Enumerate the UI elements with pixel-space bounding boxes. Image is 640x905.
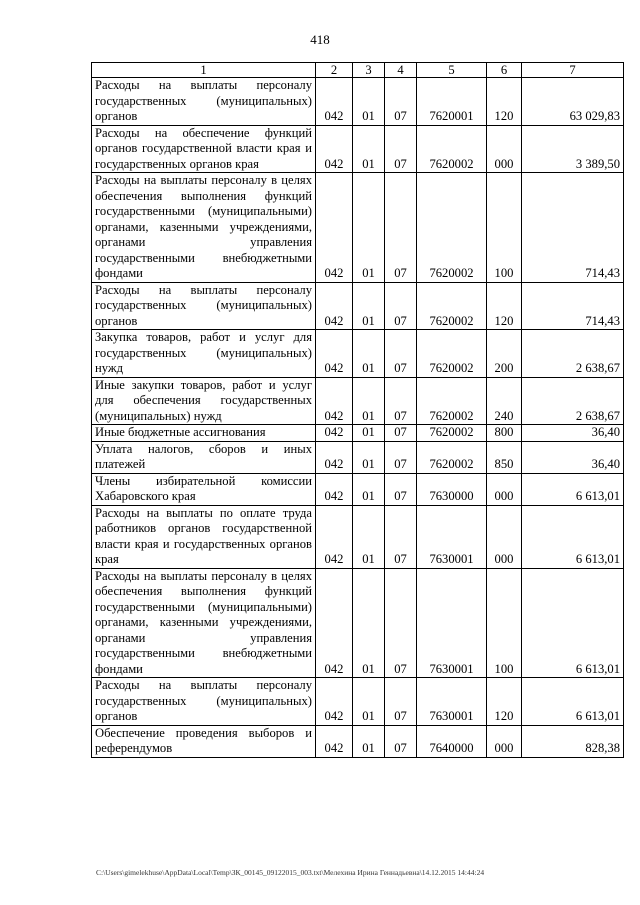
cell-subsection: 07 [385, 282, 417, 330]
cell-target-article: 7630001 [417, 568, 487, 678]
row-name: Закупка товаров, работ и услуг для государственных (муниципальных) нужд [92, 330, 316, 378]
budget-table [91, 62, 624, 758]
cell-target-article: 7620002 [417, 425, 487, 442]
cell-ministry: 042 [316, 125, 353, 173]
cell-amount: 6 613,01 [522, 678, 624, 726]
cell-expense-type: 000 [487, 473, 522, 505]
cell-ministry: 042 [316, 173, 353, 283]
column-header: 5 [417, 63, 487, 78]
cell-ministry: 042 [316, 568, 353, 678]
page-number: 418 [310, 32, 330, 47]
cell-expense-type: 850 [487, 441, 522, 473]
row-name: Расходы на выплаты персоналу в целях обеспечения выполнения функций государственными (муниципальными) органами, казенными учреждениями, органами управления государственными внебюджетными фондами [92, 568, 316, 678]
cell-target-article: 7620002 [417, 330, 487, 378]
cell-ministry: 042 [316, 441, 353, 473]
column-header: 6 [487, 63, 522, 78]
cell-subsection: 07 [385, 330, 417, 378]
cell-amount: 6 613,01 [522, 568, 624, 678]
column-header: 3 [353, 63, 385, 78]
column-number-row [92, 63, 624, 78]
cell-target-article: 7620002 [417, 282, 487, 330]
cell-expense-type: 000 [487, 505, 522, 568]
cell-amount: 6 613,01 [522, 473, 624, 505]
row-name: Уплата налогов, сборов и иных платежей [92, 441, 316, 473]
cell-subsection: 07 [385, 125, 417, 173]
cell-subsection: 07 [385, 473, 417, 505]
cell-ministry: 042 [316, 78, 353, 126]
cell-amount: 36,40 [522, 425, 624, 442]
cell-expense-type: 120 [487, 678, 522, 726]
cell-ministry: 042 [316, 505, 353, 568]
cell-ministry: 042 [316, 725, 353, 757]
row-name: Члены избирательной комиссии Хабаровского края [92, 473, 316, 505]
cell-subsection: 07 [385, 678, 417, 726]
cell-amount: 2 638,67 [522, 330, 624, 378]
cell-ministry: 042 [316, 377, 353, 425]
table-row [92, 425, 624, 442]
table-row [92, 725, 624, 757]
cell-amount: 63 029,83 [522, 78, 624, 126]
cell-target-article: 7620002 [417, 377, 487, 425]
column-header: 4 [385, 63, 417, 78]
cell-section: 01 [353, 568, 385, 678]
cell-ministry: 042 [316, 678, 353, 726]
cell-amount: 714,43 [522, 173, 624, 283]
cell-target-article: 7630001 [417, 505, 487, 568]
cell-target-article: 7630001 [417, 678, 487, 726]
row-name: Иные закупки товаров, работ и услуг для обеспечения государственных (муниципальных) нужд [92, 377, 316, 425]
table-row [92, 505, 624, 568]
cell-expense-type: 100 [487, 568, 522, 678]
cell-expense-type: 240 [487, 377, 522, 425]
table-row [92, 678, 624, 726]
row-name: Расходы на выплаты персоналу государственных (муниципальных) органов [92, 678, 316, 726]
cell-expense-type: 000 [487, 725, 522, 757]
cell-section: 01 [353, 377, 385, 425]
cell-expense-type: 120 [487, 78, 522, 126]
cell-target-article: 7630000 [417, 473, 487, 505]
row-name: Расходы на выплаты по оплате труда работников органов государственной власти края и государственных органов края [92, 505, 316, 568]
cell-section: 01 [353, 505, 385, 568]
cell-section: 01 [353, 125, 385, 173]
table-row [92, 78, 624, 126]
column-header: 1 [92, 63, 316, 78]
cell-amount: 6 613,01 [522, 505, 624, 568]
cell-target-article: 7620001 [417, 78, 487, 126]
row-name: Расходы на выплаты персоналу государственных (муниципальных) органов [92, 78, 316, 126]
table-row [92, 330, 624, 378]
table-row [92, 441, 624, 473]
cell-subsection: 07 [385, 505, 417, 568]
cell-target-article: 7620002 [417, 125, 487, 173]
cell-target-article: 7620002 [417, 173, 487, 283]
cell-expense-type: 200 [487, 330, 522, 378]
cell-section: 01 [353, 78, 385, 126]
cell-subsection: 07 [385, 725, 417, 757]
table-row [92, 568, 624, 678]
table-row [92, 473, 624, 505]
cell-expense-type: 100 [487, 173, 522, 283]
cell-section: 01 [353, 425, 385, 442]
table-row [92, 282, 624, 330]
cell-section: 01 [353, 330, 385, 378]
cell-target-article: 7640000 [417, 725, 487, 757]
cell-section: 01 [353, 173, 385, 283]
cell-section: 01 [353, 441, 385, 473]
column-header: 7 [522, 63, 624, 78]
row-name: Обеспечение проведения выборов и референдумов [92, 725, 316, 757]
cell-amount: 828,38 [522, 725, 624, 757]
cell-ministry: 042 [316, 282, 353, 330]
cell-ministry: 042 [316, 330, 353, 378]
cell-amount: 714,43 [522, 282, 624, 330]
file-path-footer: C:\Users\gimelekhuse\AppData\Local\Temp\ЗК_00145_09122015_003.txt\Мелехина Ирина Геннадьевна\14.12.2015 14:44:24 [96, 868, 485, 877]
cell-ministry: 042 [316, 425, 353, 442]
row-name: Расходы на обеспечение функций органов государственной власти края и государственных органов края [92, 125, 316, 173]
cell-amount: 3 389,50 [522, 125, 624, 173]
cell-amount: 2 638,67 [522, 377, 624, 425]
cell-ministry: 042 [316, 473, 353, 505]
row-name: Иные бюджетные ассигнования [92, 425, 316, 442]
row-name: Расходы на выплаты персоналу государственных (муниципальных) органов [92, 282, 316, 330]
table-row [92, 125, 624, 173]
table-row [92, 173, 624, 283]
cell-amount: 36,40 [522, 441, 624, 473]
cell-subsection: 07 [385, 377, 417, 425]
column-header: 2 [316, 63, 353, 78]
table-row [92, 377, 624, 425]
cell-section: 01 [353, 725, 385, 757]
cell-subsection: 07 [385, 568, 417, 678]
cell-subsection: 07 [385, 173, 417, 283]
cell-section: 01 [353, 282, 385, 330]
row-name: Расходы на выплаты персоналу в целях обеспечения выполнения функций государственными (муниципальными) органами, казенными учреждениями, органами управления государственными внебюджетными фондами [92, 173, 316, 283]
cell-section: 01 [353, 473, 385, 505]
cell-section: 01 [353, 678, 385, 726]
cell-subsection: 07 [385, 78, 417, 126]
cell-subsection: 07 [385, 425, 417, 442]
cell-target-article: 7620002 [417, 441, 487, 473]
cell-expense-type: 120 [487, 282, 522, 330]
cell-expense-type: 000 [487, 125, 522, 173]
cell-expense-type: 800 [487, 425, 522, 442]
cell-subsection: 07 [385, 441, 417, 473]
